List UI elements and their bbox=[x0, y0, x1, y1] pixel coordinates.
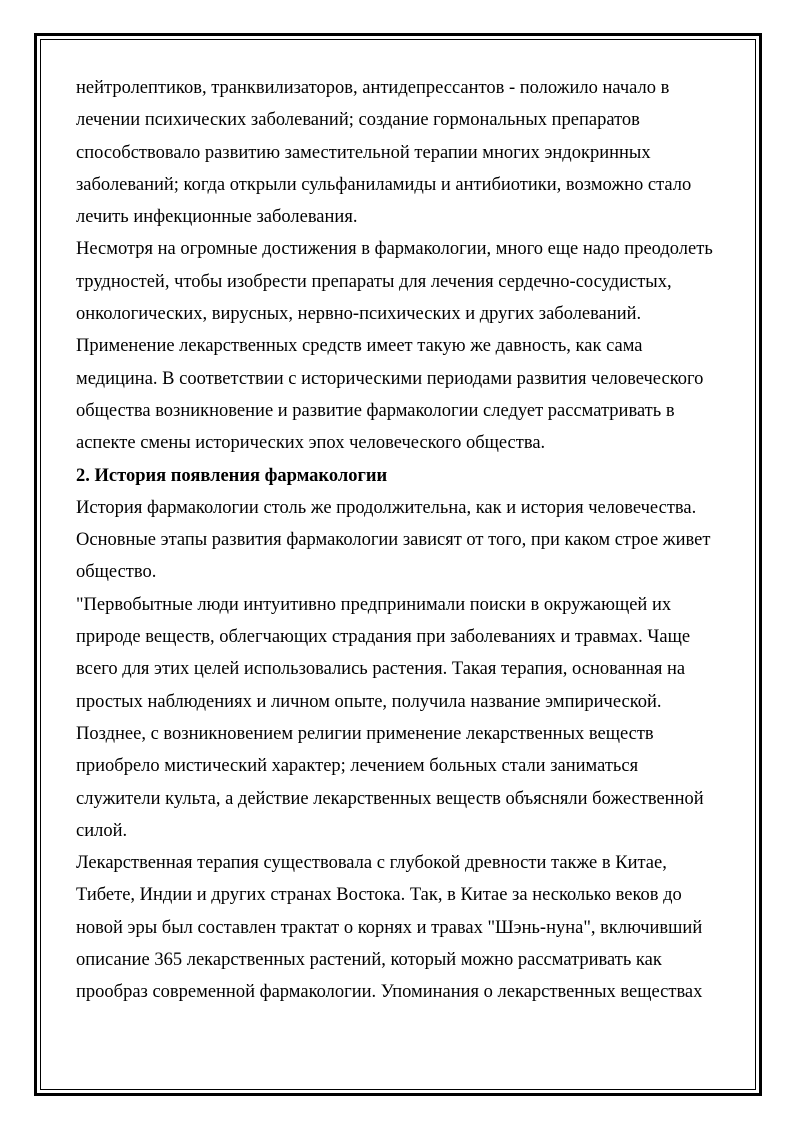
paragraph-5: "Первобытные люди интуитивно предпринимали поиски в окружающей их природе веществ, облегчающих страдания при заболеваниях и травмах. Чаще всего для этих целей использовались растения. Такая терапия, основанная на простых наблюдениях и личном опыте, получила название эмпирической. Позднее, с возникновением религии применение лекарственных веществ приобрело мистический характер; лечением больных стали заниматься служители культа, а действие лекарственных веществ объясняли божественной силой. bbox=[76, 594, 704, 841]
paragraph-4: История фармакологии столь же продолжительна, как и история человечества. Основные этапы развития фармакологии зависят от того, при каком строе живет общество. bbox=[76, 497, 711, 583]
paragraph-1: нейтролептиков, транквилизаторов, антидепрессантов - положило начало в лечении психических заболеваний; создание гормональных препаратов способствовало развитию заместительной терапии многих эндокринных заболеваний; когда открыли сульфаниламиды и антибиотики, возможно стало лечить инфекционные заболевания. bbox=[76, 78, 692, 228]
paragraph-3: Применение лекарственных средств имеет такую же давность, как сама медицина. В соответствии с историческими периодами развития человеческого общества возникновение и развитие фармакологии следует рассматривать в аспекте смены исторических эпох человеческого общества. bbox=[76, 336, 704, 454]
document-body bbox=[76, 72, 726, 1009]
section-heading: 2. История появления фармакологии bbox=[76, 465, 388, 486]
paragraph-2: Несмотря на огромные достижения в фармакологии, много еще надо преодолеть трудностей, чтобы изобрести препараты для лечения сердечно-сосудистых, онкологических, вирусных, нервно-психических и других заболеваний. bbox=[76, 239, 713, 325]
paragraph-6: Лекарственная терапия существовала с глубокой древности также в Китае, Тибете, Индии и других странах Востока. Так, в Китае за несколько веков до новой эры был составлен трактат о корнях и травах "Шэнь-нуна", включивший описание 365 лекарственных растений, который можно рассматривать как прообраз современной фармакологии. Упоминания о лекарственных веществах bbox=[76, 853, 703, 1003]
